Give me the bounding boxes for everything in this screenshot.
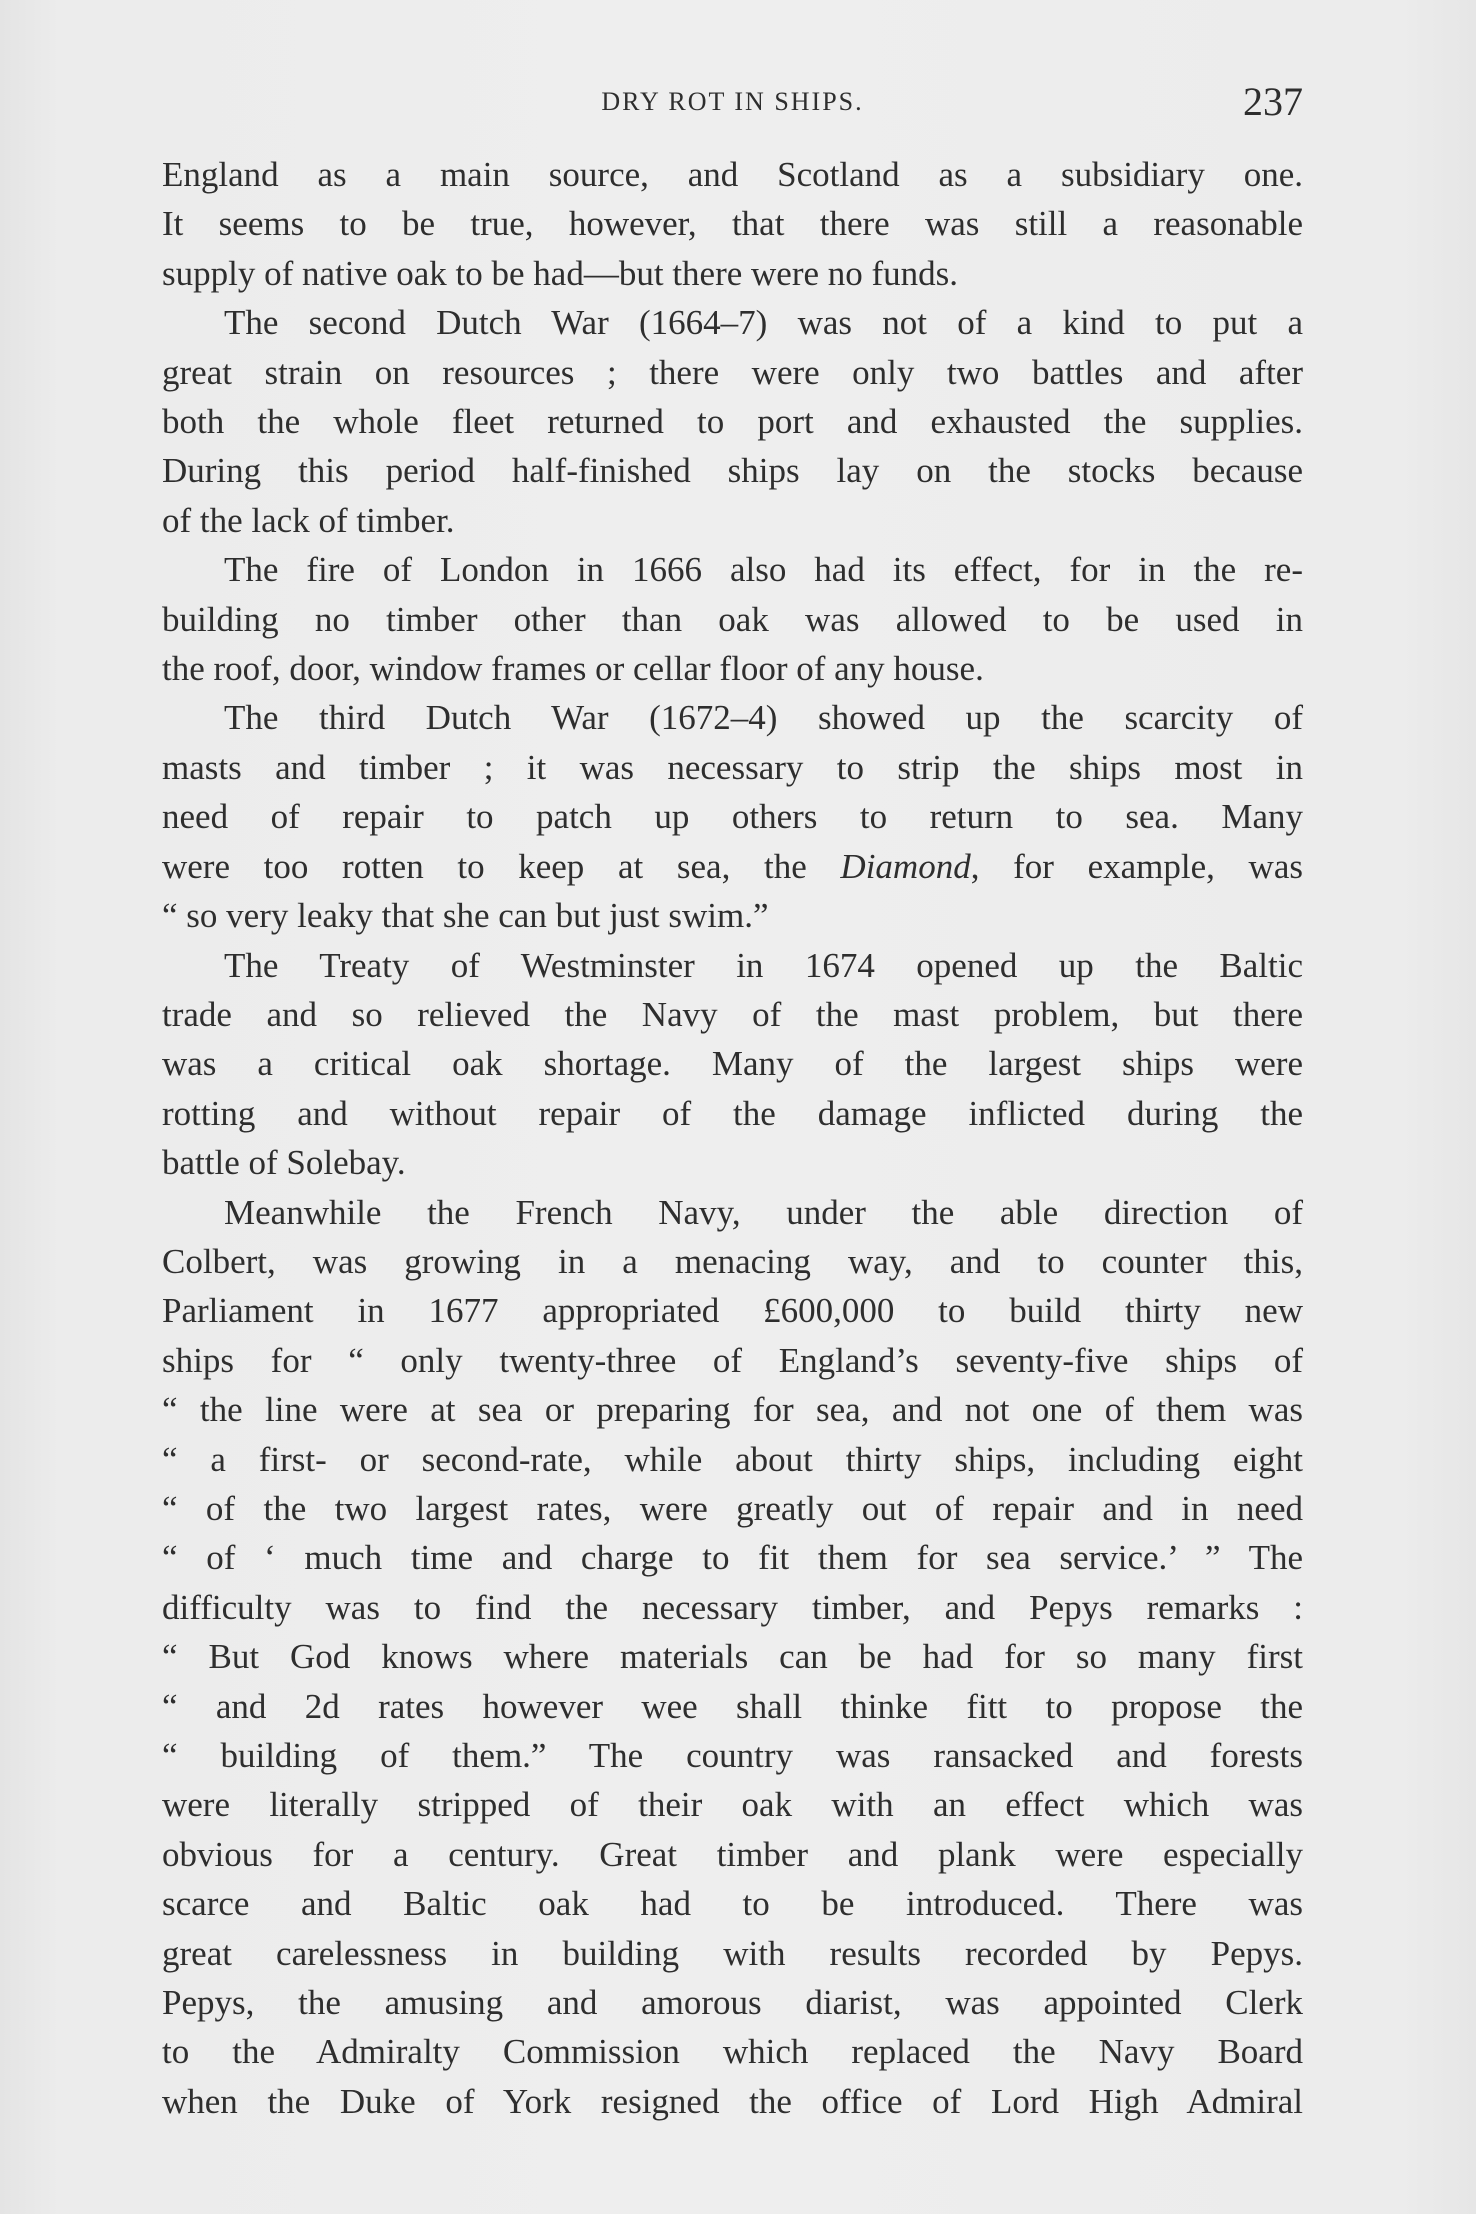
- text-line: Parliament in 1677 appropriated £600,000 to build thirty new: [162, 1291, 1303, 1331]
- text-line: were too rotten to keep at sea, the Diamond, for example, was: [162, 846, 1303, 886]
- text-line: obvious for a century. Great timber and plank were especially: [162, 1834, 1303, 1874]
- text-line: It seems to be true, however, that there was still a reasonable: [162, 204, 1303, 244]
- text-line: rotting and without repair of the damage inflicted during the: [162, 1093, 1303, 1133]
- text-line: building no timber other than oak was allowed to be used in: [162, 599, 1303, 639]
- text-line: of the lack of timber.: [162, 500, 455, 540]
- text-line: Pepys, the amusing and amorous diarist, was appointed Clerk: [162, 1983, 1303, 2023]
- text-line: to the Admiralty Commission which replaced the Navy Board: [162, 2032, 1303, 2072]
- text-line: “ a first- or second-rate, while about thirty ships, including eight: [162, 1439, 1303, 1479]
- text-line: England as a main source, and Scotland as a subsidiary one.: [162, 155, 1303, 194]
- text-line: trade and so relieved the Navy of the mast problem, but there: [162, 994, 1303, 1034]
- text-line: masts and timber ; it was necessary to strip the ships most in: [162, 747, 1303, 787]
- text-line: Meanwhile the French Navy, under the able direction of: [224, 1192, 1303, 1232]
- text-line: “ of ‘ much time and charge to fit them for sea service.’ ” The: [162, 1538, 1303, 1578]
- text-line: great strain on resources ; there were only two battles and after: [162, 352, 1303, 392]
- text-line: were literally stripped of their oak with an effect which was: [162, 1785, 1303, 1825]
- text-line: The third Dutch War (1672–4) showed up the scarcity of: [224, 698, 1303, 738]
- text-line: when the Duke of York resigned the office of Lord High Admiral: [162, 2081, 1303, 2121]
- text-line: battle of Solebay.: [162, 1143, 406, 1183]
- text-line: The Treaty of Westminster in 1674 opened up the Baltic: [224, 945, 1303, 985]
- text-line: ships for “ only twenty-three of England’s seventy-five ships of: [162, 1340, 1303, 1380]
- text-line: the roof, door, window frames or cellar floor of any house.: [162, 649, 984, 689]
- text-line: great carelessness in building with results recorded by Pepys.: [162, 1933, 1303, 1973]
- text-line: need of repair to patch up others to return to sea. Many: [162, 797, 1303, 837]
- text-line: “ the line were at sea or preparing for sea, and not one of them was: [162, 1390, 1303, 1430]
- text-line: During this period half-finished ships lay on the stocks because: [162, 451, 1303, 491]
- text-line: both the whole fleet returned to port and exhausted the supplies.: [162, 402, 1303, 442]
- text-line: difficulty was to find the necessary timber, and Pepys remarks :: [162, 1587, 1303, 1627]
- text-line: was a critical oak shortage. Many of the largest ships were: [162, 1044, 1303, 1084]
- text-line: “ and 2d rates however wee shall thinke fitt to propose the: [162, 1686, 1303, 1726]
- text-line: The second Dutch War (1664–7) was not of a kind to put a: [224, 303, 1303, 343]
- text-line: Colbert, was growing in a menacing way, and to counter this,: [162, 1241, 1303, 1281]
- text-line: supply of native oak to be had—but there were no funds.: [162, 253, 959, 293]
- running-head-title: DRY ROT IN SHIPS.: [601, 87, 864, 116]
- text-line: The fire of London in 1666 also had its effect, for in the re-: [224, 550, 1303, 590]
- text-line: “ of the two largest rates, were greatly out of repair and in need: [162, 1488, 1303, 1528]
- text-line: scarce and Baltic oak had to be introduced. There was: [162, 1884, 1303, 1924]
- text-line: “ so very leaky that she can but just swim.”: [162, 896, 769, 936]
- page-number: 237: [1243, 79, 1303, 124]
- body-text: [162, 150, 1303, 2126]
- text-line: “ But God knows where materials can be had for so many first: [162, 1637, 1303, 1677]
- running-head: [162, 79, 1303, 124]
- text-line: “ building of them.” The country was ransacked and forests: [162, 1736, 1303, 1775]
